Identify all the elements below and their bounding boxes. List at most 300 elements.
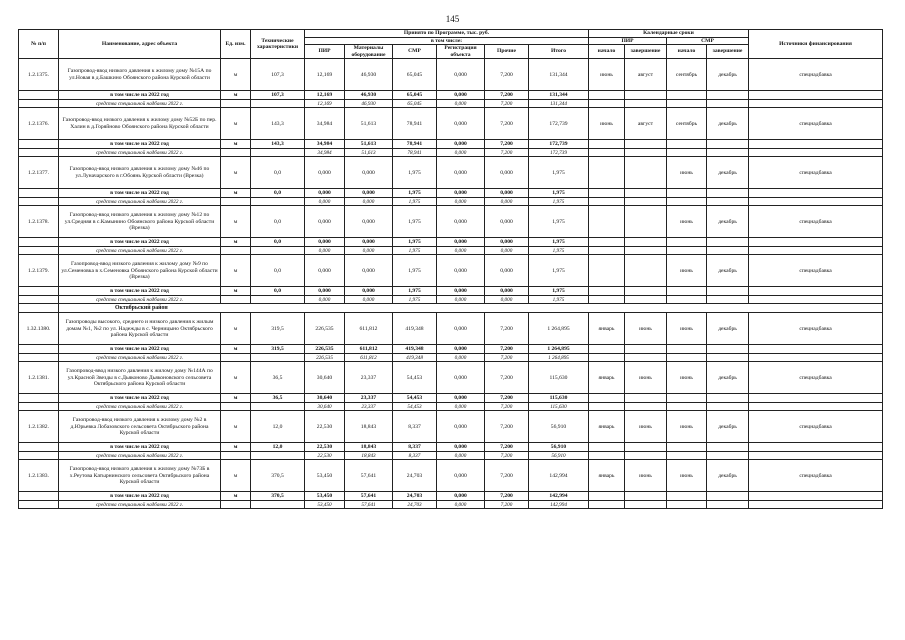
special-unit <box>221 452 251 460</box>
special-other: 7,200 <box>485 452 529 460</box>
subtotal-empty <box>625 91 667 100</box>
district-cell-num <box>19 304 59 313</box>
row-total: 172,739 <box>529 108 589 140</box>
special-pir: 22,530 <box>305 452 345 460</box>
row-mat: 23,337 <box>345 362 393 394</box>
special-smr: 419,348 <box>393 354 437 362</box>
special-label: средства специальной надбавки 2022 г. <box>59 149 221 157</box>
header-cal-end-smr: завершение <box>707 45 749 59</box>
row-num: 1.2.1376. <box>19 108 59 140</box>
row-cal-start-smr: июнь <box>667 157 707 189</box>
subtotal-total: 115,630 <box>529 394 589 403</box>
row-total: 115,630 <box>529 362 589 394</box>
subtotal-empty <box>667 345 707 354</box>
subtotal-tech: 0,0 <box>251 238 305 247</box>
special-tech <box>251 247 305 255</box>
row-unit: м <box>221 411 251 443</box>
subtotal-other: 0,000 <box>485 189 529 198</box>
subtotal-label: в том числе на 2022 год <box>59 287 221 296</box>
special-mat: 0,000 <box>345 296 393 304</box>
subtotal-total: 172,739 <box>529 140 589 149</box>
row-source: спецнадбавка <box>749 460 883 492</box>
special-row <box>19 296 883 304</box>
special-empty <box>625 452 667 460</box>
subtotal-empty <box>707 345 749 354</box>
row-num: 1.2.1375. <box>19 59 59 91</box>
subtotal-total: 1,975 <box>529 287 589 296</box>
special-empty <box>707 100 749 108</box>
special-num <box>19 247 59 255</box>
special-label: средства специальной надбавки 2022 г. <box>59 501 221 509</box>
special-total: 115,630 <box>529 403 589 411</box>
subtotal-reg: 0,000 <box>437 238 485 247</box>
subtotal-label: в том числе на 2022 год <box>59 238 221 247</box>
row-reg: 0,000 <box>437 59 485 91</box>
subtotal-empty <box>749 287 883 296</box>
header-other: Прочие <box>485 45 529 59</box>
row-cal-start-smr: сентябрь <box>667 59 707 91</box>
subtotal-num <box>19 91 59 100</box>
subtotal-label: в том числе на 2022 год <box>59 91 221 100</box>
subtotal-num <box>19 140 59 149</box>
special-empty <box>707 403 749 411</box>
subtotal-other: 7,200 <box>485 140 529 149</box>
subtotal-empty <box>707 238 749 247</box>
special-other: 7,200 <box>485 100 529 108</box>
special-row <box>19 403 883 411</box>
special-empty <box>625 149 667 157</box>
subtotal-empty <box>749 345 883 354</box>
subtotal-tech: 36,5 <box>251 394 305 403</box>
special-reg: 0,000 <box>437 501 485 509</box>
subtotal-num <box>19 443 59 452</box>
special-empty <box>707 149 749 157</box>
row-reg: 0,000 <box>437 411 485 443</box>
special-empty <box>589 247 625 255</box>
special-smr: 1,975 <box>393 247 437 255</box>
row-name: Газопровод-ввод низкого давления к жилому дому №15А по ул.Новая в д.Башкино Обоянского района Курской области <box>59 59 221 91</box>
subtotal-empty <box>589 189 625 198</box>
subtotal-other: 7,200 <box>485 492 529 501</box>
row-smr: 8,337 <box>393 411 437 443</box>
subtotal-mat: 23,337 <box>345 394 393 403</box>
row-smr: 65,045 <box>393 59 437 91</box>
special-mat: 0,000 <box>345 247 393 255</box>
row-other: 0,000 <box>485 255 529 287</box>
subtotal-mat: 0,000 <box>345 238 393 247</box>
row-num: 1.2.1379. <box>19 255 59 287</box>
row-tech: 319,5 <box>251 313 305 345</box>
subtotal-num <box>19 238 59 247</box>
special-other: 7,200 <box>485 403 529 411</box>
subtotal-pir: 12,169 <box>305 91 345 100</box>
special-empty <box>667 198 707 206</box>
row-cal-end-pir: июнь <box>625 411 667 443</box>
special-empty <box>667 501 707 509</box>
table-row <box>19 411 883 443</box>
district-name: Октябрьский район <box>59 304 883 313</box>
subtotal-unit: м <box>221 189 251 198</box>
subtotal-row <box>19 140 883 149</box>
special-tech <box>251 452 305 460</box>
header-name: Наименование, адрес объекта <box>59 30 221 59</box>
subtotal-tech: 370,5 <box>251 492 305 501</box>
header-cal-end-pir: завершение <box>625 45 667 59</box>
table-body <box>19 59 883 509</box>
special-other: 0,000 <box>485 198 529 206</box>
subtotal-empty <box>625 394 667 403</box>
subtotal-reg: 0,000 <box>437 140 485 149</box>
special-mat: 0,000 <box>345 198 393 206</box>
header-cal-start-smr: начало <box>667 45 707 59</box>
special-empty <box>749 501 883 509</box>
header-calendar: Календарные сроки <box>589 30 749 38</box>
row-other: 7,200 <box>485 108 529 140</box>
special-label: средства специальной надбавки 2022 г. <box>59 403 221 411</box>
subtotal-smr: 78,941 <box>393 140 437 149</box>
special-tech <box>251 198 305 206</box>
special-row <box>19 354 883 362</box>
special-empty <box>749 100 883 108</box>
row-source: спецнадбавка <box>749 157 883 189</box>
header-cal-smr: СМР <box>667 37 749 45</box>
subtotal-mat: 57,641 <box>345 492 393 501</box>
special-reg: 0,000 <box>437 452 485 460</box>
special-empty <box>749 452 883 460</box>
subtotal-empty <box>707 394 749 403</box>
subtotal-total: 1,975 <box>529 189 589 198</box>
row-unit: м <box>221 255 251 287</box>
special-pir: 0,000 <box>305 296 345 304</box>
special-other: 7,200 <box>485 354 529 362</box>
special-pir: 0,000 <box>305 247 345 255</box>
row-tech: 0,0 <box>251 157 305 189</box>
subtotal-smr: 1,975 <box>393 287 437 296</box>
special-row <box>19 501 883 509</box>
special-empty <box>667 100 707 108</box>
subtotal-total: 1,975 <box>529 238 589 247</box>
special-empty <box>667 296 707 304</box>
subtotal-empty <box>749 443 883 452</box>
special-empty <box>625 247 667 255</box>
special-reg: 0,000 <box>437 296 485 304</box>
subtotal-tech: 12,0 <box>251 443 305 452</box>
special-other: 0,000 <box>485 296 529 304</box>
row-source: спецнадбавка <box>749 362 883 394</box>
subtotal-empty <box>589 140 625 149</box>
row-source: спецнадбавка <box>749 206 883 238</box>
row-smr: 419,348 <box>393 313 437 345</box>
special-empty <box>589 354 625 362</box>
special-empty <box>625 501 667 509</box>
special-total: 1 264,895 <box>529 354 589 362</box>
special-tech <box>251 296 305 304</box>
special-empty <box>589 452 625 460</box>
page-number: 145 <box>445 14 460 24</box>
subtotal-label: в том числе на 2022 год <box>59 492 221 501</box>
row-cal-end-pir <box>625 157 667 189</box>
row-cal-start-pir: январь <box>589 313 625 345</box>
subtotal-empty <box>625 492 667 501</box>
special-pir: 0,000 <box>305 198 345 206</box>
special-empty <box>667 354 707 362</box>
row-cal-start-smr: июнь <box>667 411 707 443</box>
special-total: 1,975 <box>529 247 589 255</box>
special-total: 142,994 <box>529 501 589 509</box>
row-unit: м <box>221 313 251 345</box>
row-cal-start-pir <box>589 206 625 238</box>
row-source: спецнадбавка <box>749 108 883 140</box>
program-table <box>18 29 883 509</box>
subtotal-row <box>19 443 883 452</box>
row-reg: 0,000 <box>437 313 485 345</box>
special-empty <box>667 452 707 460</box>
subtotal-total: 142,994 <box>529 492 589 501</box>
row-num: 1.2.1383. <box>19 460 59 492</box>
special-row <box>19 149 883 157</box>
row-cal-start-pir: январь <box>589 460 625 492</box>
row-num: 1.2.1377. <box>19 157 59 189</box>
special-reg: 0,000 <box>437 198 485 206</box>
row-num: 1.2.1378. <box>19 206 59 238</box>
special-num <box>19 501 59 509</box>
special-unit <box>221 403 251 411</box>
special-mat: 23,337 <box>345 403 393 411</box>
row-unit: м <box>221 460 251 492</box>
row-total: 142,994 <box>529 460 589 492</box>
table-row <box>19 460 883 492</box>
subtotal-num <box>19 287 59 296</box>
subtotal-empty <box>625 238 667 247</box>
header-program: Принято по Программе, тыс. руб. <box>305 30 589 38</box>
subtotal-tech: 319,5 <box>251 345 305 354</box>
subtotal-empty <box>667 287 707 296</box>
row-cal-end-pir <box>625 206 667 238</box>
subtotal-pir: 53,450 <box>305 492 345 501</box>
row-other: 7,200 <box>485 59 529 91</box>
row-tech: 0,0 <box>251 255 305 287</box>
row-cal-start-smr: сентябрь <box>667 108 707 140</box>
row-cal-end-smr: декабрь <box>707 255 749 287</box>
header-smr: СМР <box>393 45 437 59</box>
header-mat: Материалы оборудование <box>345 45 393 59</box>
row-total: 56,910 <box>529 411 589 443</box>
special-empty <box>589 501 625 509</box>
subtotal-label: в том числе на 2022 год <box>59 394 221 403</box>
subtotal-smr: 54,453 <box>393 394 437 403</box>
special-reg: 0,000 <box>437 149 485 157</box>
special-other: 7,200 <box>485 501 529 509</box>
row-cal-start-pir: январь <box>589 411 625 443</box>
row-name: Газопровод-ввод низкого давления к жилому дому №52Б по пер. Халин в д.Горяйново Обоянского района Курской области <box>59 108 221 140</box>
row-name: Газопроводы высокого, среднего и низкого давления к жилым домам №1, №2 по ул. Надежды в с. Черницыно Октябрьского района Курской области <box>59 313 221 345</box>
subtotal-other: 7,200 <box>485 91 529 100</box>
row-cal-start-smr: июнь <box>667 460 707 492</box>
special-num <box>19 354 59 362</box>
header-tech: Технические характеристики <box>251 30 305 59</box>
special-smr: 1,975 <box>393 296 437 304</box>
special-num <box>19 149 59 157</box>
row-mat: 611,812 <box>345 313 393 345</box>
row-pir: 0,000 <box>305 157 345 189</box>
row-reg: 0,000 <box>437 460 485 492</box>
special-num <box>19 403 59 411</box>
special-other: 0,000 <box>485 247 529 255</box>
row-other: 7,200 <box>485 460 529 492</box>
row-other: 0,000 <box>485 206 529 238</box>
special-smr: 65,045 <box>393 100 437 108</box>
subtotal-reg: 0,000 <box>437 394 485 403</box>
special-label: средства специальной надбавки 2022 г. <box>59 198 221 206</box>
subtotal-empty <box>625 443 667 452</box>
subtotal-unit: м <box>221 443 251 452</box>
row-mat: 0,000 <box>345 157 393 189</box>
special-mat: 46,930 <box>345 100 393 108</box>
special-empty <box>749 296 883 304</box>
row-mat: 51,613 <box>345 108 393 140</box>
row-smr: 78,941 <box>393 108 437 140</box>
row-cal-end-smr: декабрь <box>707 108 749 140</box>
special-row <box>19 198 883 206</box>
subtotal-pir: 0,000 <box>305 189 345 198</box>
subtotal-pir: 22,530 <box>305 443 345 452</box>
special-pir: 12,169 <box>305 100 345 108</box>
subtotal-empty <box>749 91 883 100</box>
subtotal-num <box>19 189 59 198</box>
header-source: Источники финансирования <box>749 30 883 59</box>
row-cal-end-smr: декабрь <box>707 411 749 443</box>
row-smr: 24,703 <box>393 460 437 492</box>
subtotal-pir: 0,000 <box>305 287 345 296</box>
row-pir: 53,450 <box>305 460 345 492</box>
subtotal-empty <box>707 140 749 149</box>
row-cal-end-pir <box>625 255 667 287</box>
special-empty <box>749 198 883 206</box>
row-cal-end-smr: декабрь <box>707 206 749 238</box>
row-cal-start-pir <box>589 157 625 189</box>
row-smr: 1,975 <box>393 206 437 238</box>
row-total: 1,975 <box>529 255 589 287</box>
row-name: Газопровод-ввод низкого давления к жилому дому №9 по ул.Семеновка в х.Семеновка Обоянского района Курской области (Врезка) <box>59 255 221 287</box>
subtotal-mat: 51,613 <box>345 140 393 149</box>
subtotal-smr: 8,337 <box>393 443 437 452</box>
subtotal-reg: 0,000 <box>437 287 485 296</box>
subtotal-row <box>19 492 883 501</box>
row-num: 1.32.1380. <box>19 313 59 345</box>
subtotal-unit: м <box>221 492 251 501</box>
row-unit: м <box>221 362 251 394</box>
subtotal-smr: 419,348 <box>393 345 437 354</box>
subtotal-empty <box>749 140 883 149</box>
row-smr: 1,975 <box>393 255 437 287</box>
special-empty <box>749 403 883 411</box>
special-row <box>19 247 883 255</box>
special-row <box>19 100 883 108</box>
special-pir: 34,984 <box>305 149 345 157</box>
row-name: Газопровод-ввод низкого давления к жилому дому №2 в д.Юрьевка Лобазовского сельсовета Октябрьского района Курской области <box>59 411 221 443</box>
special-unit <box>221 296 251 304</box>
header-reg: Регистрация объекта <box>437 45 485 59</box>
subtotal-empty <box>589 91 625 100</box>
row-cal-end-pir: июнь <box>625 313 667 345</box>
row-mat: 57,641 <box>345 460 393 492</box>
subtotal-pir: 34,984 <box>305 140 345 149</box>
subtotal-empty <box>667 238 707 247</box>
header-pir: ПИР <box>305 45 345 59</box>
subtotal-total: 131,344 <box>529 91 589 100</box>
subtotal-num <box>19 345 59 354</box>
special-total: 1,975 <box>529 296 589 304</box>
row-tech: 12,0 <box>251 411 305 443</box>
row-reg: 0,000 <box>437 255 485 287</box>
row-total: 1,975 <box>529 206 589 238</box>
subtotal-tech: 143,3 <box>251 140 305 149</box>
subtotal-reg: 0,000 <box>437 189 485 198</box>
special-unit <box>221 100 251 108</box>
subtotal-empty <box>749 492 883 501</box>
special-reg: 0,000 <box>437 354 485 362</box>
special-unit <box>221 198 251 206</box>
row-cal-start-pir: июнь <box>589 108 625 140</box>
subtotal-other: 7,200 <box>485 394 529 403</box>
subtotal-num <box>19 492 59 501</box>
special-empty <box>707 501 749 509</box>
subtotal-label: в том числе на 2022 год <box>59 443 221 452</box>
row-other: 0,000 <box>485 157 529 189</box>
table-row <box>19 59 883 91</box>
row-smr: 1,975 <box>393 157 437 189</box>
row-pir: 226,535 <box>305 313 345 345</box>
subtotal-label: в том числе на 2022 год <box>59 189 221 198</box>
special-empty <box>707 247 749 255</box>
row-cal-start-smr: июнь <box>667 362 707 394</box>
special-mat: 51,613 <box>345 149 393 157</box>
subtotal-other: 7,200 <box>485 345 529 354</box>
special-total: 56,910 <box>529 452 589 460</box>
special-smr: 54,453 <box>393 403 437 411</box>
row-cal-start-pir <box>589 255 625 287</box>
subtotal-tech: 0,0 <box>251 189 305 198</box>
subtotal-empty <box>667 443 707 452</box>
row-smr: 54,453 <box>393 362 437 394</box>
subtotal-empty <box>589 394 625 403</box>
row-pir: 22,530 <box>305 411 345 443</box>
special-num <box>19 100 59 108</box>
special-empty <box>667 247 707 255</box>
subtotal-unit: м <box>221 287 251 296</box>
subtotal-empty <box>749 238 883 247</box>
table-row <box>19 108 883 140</box>
row-unit: м <box>221 206 251 238</box>
special-empty <box>749 354 883 362</box>
subtotal-unit: м <box>221 345 251 354</box>
row-tech: 0,0 <box>251 206 305 238</box>
row-name: Газопровод-ввод низкого давления к жилому дому №144А по ул.Красной Звезды в с.Дьяконово Дьяконовского сельсовета Октябрьского района Курской области <box>59 362 221 394</box>
row-cal-end-pir: июнь <box>625 362 667 394</box>
subtotal-smr: 24,703 <box>393 492 437 501</box>
subtotal-mat: 0,000 <box>345 287 393 296</box>
subtotal-empty <box>625 140 667 149</box>
row-source: спецнадбавка <box>749 59 883 91</box>
row-total: 131,344 <box>529 59 589 91</box>
subtotal-empty <box>589 287 625 296</box>
row-cal-end-pir: июнь <box>625 460 667 492</box>
special-empty <box>589 198 625 206</box>
subtotal-empty <box>667 140 707 149</box>
row-num: 1.2.1381. <box>19 362 59 394</box>
special-unit <box>221 501 251 509</box>
row-cal-end-pir: август <box>625 108 667 140</box>
